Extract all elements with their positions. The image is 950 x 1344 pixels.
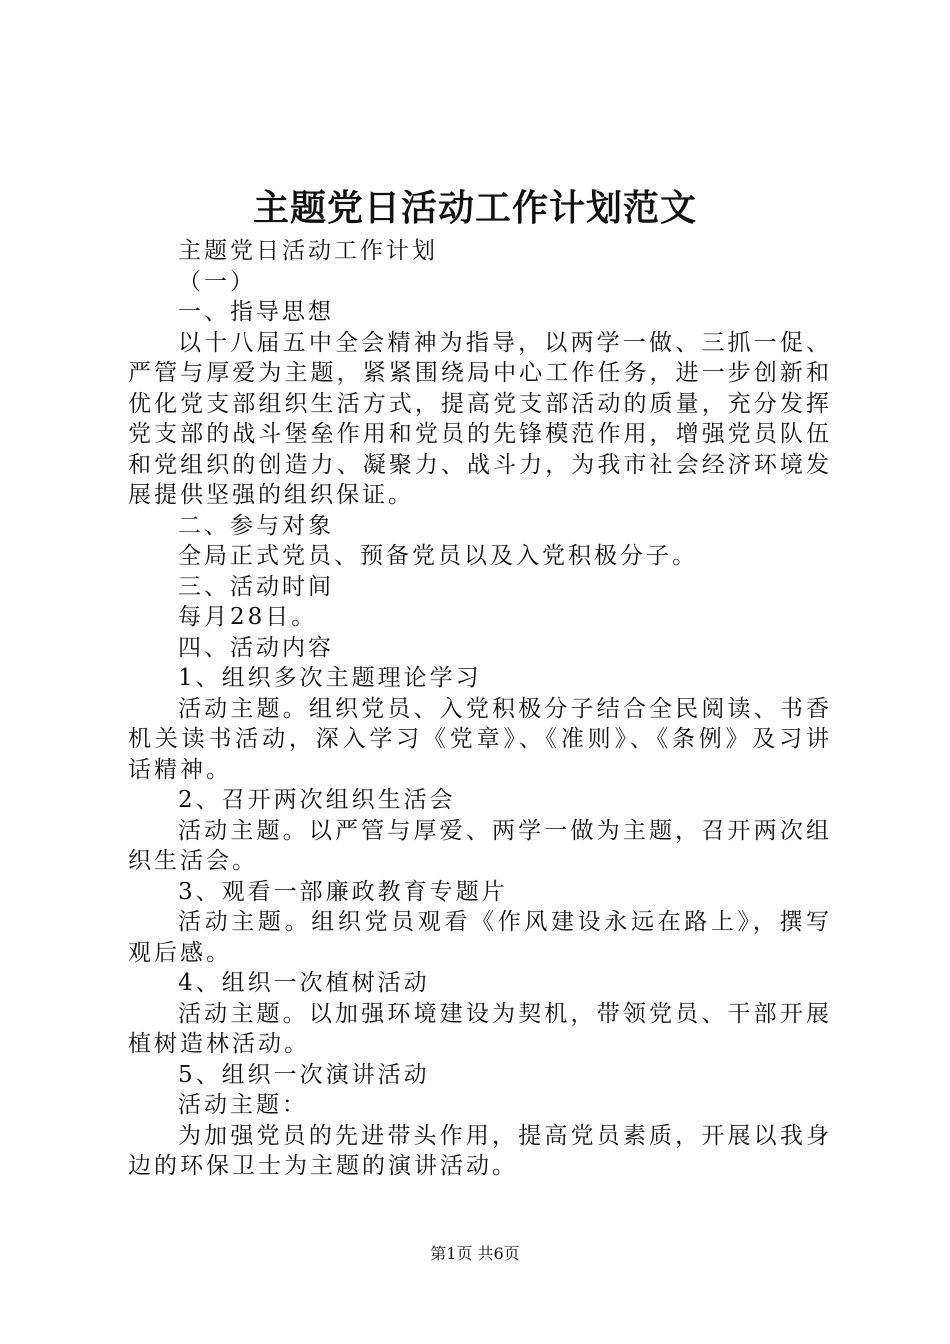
section-heading-participants: 二、参与对象 xyxy=(178,512,334,539)
participants-text: 全局正式党员、预备党员以及入党积极分子。 xyxy=(178,543,698,569)
page-title: 主题党日活动工作计划范文 xyxy=(252,187,697,229)
item-heading-5: 5、组织一次演讲活动 xyxy=(178,1061,430,1088)
item-text-4: 活动主题。以加强环境建设为契机，带领党员、干部开展植树造林活动。 xyxy=(128,1000,832,1057)
page-footer: 第1页 共6页 xyxy=(430,1244,520,1263)
item-text-5-label: 活动主题： xyxy=(178,1092,308,1118)
item-text-5: 为加强党员的先进带头作用，提高党员素质，开展以我身边的环保卫士为主题的演讲活动。 xyxy=(128,1122,832,1179)
plan-subtitle: 主题党日活动工作计划 xyxy=(178,238,438,264)
section-heading-activity-time: 三、活动时间 xyxy=(178,573,334,600)
item-text-2: 活动主题。以严管与厚爱、两学一做为主题，召开两次组织生活会。 xyxy=(128,817,832,874)
item-text-1: 活动主题。组织党员、入党积极分子结合全民阅读、书香机关读书活动，深入学习《党章》、《准则》、《条例》及习讲话精神。 xyxy=(128,695,832,783)
section-heading-guiding-ideology: 一、指导思想 xyxy=(178,299,334,325)
document-body xyxy=(128,236,832,1182)
item-heading-1: 1、组织多次主题理论学习 xyxy=(178,665,482,691)
part-number: （一） xyxy=(178,268,256,295)
activity-time-text: 每月28日。 xyxy=(178,604,318,630)
item-heading-3: 3、观看一部廉政教育专题片 xyxy=(178,878,508,905)
item-heading-2: 2、召开两次组织生活会 xyxy=(178,787,456,813)
section-heading-activity-content: 四、活动内容 xyxy=(178,634,334,661)
item-heading-4: 4、组织一次植树活动 xyxy=(178,970,430,996)
item-text-3: 活动主题。组织党员观看《作风建设永远在路上》，撰写观后感。 xyxy=(128,909,832,966)
guiding-ideology-text: 以十八届五中全会精神为指导，以两学一做、三抓一促、严管与厚爱为主题，紧紧围绕局中心工作任务，进一步创新和优化党支部组织生活方式，提高党支部活动的质量，充分发挥党支部的战斗堡垒作用和党员的先锋模范作用，增强党员队伍和党组织的创造力、凝聚力、战斗力，为我市社会经济环境发展提供坚强的组织保证。 xyxy=(128,329,832,508)
